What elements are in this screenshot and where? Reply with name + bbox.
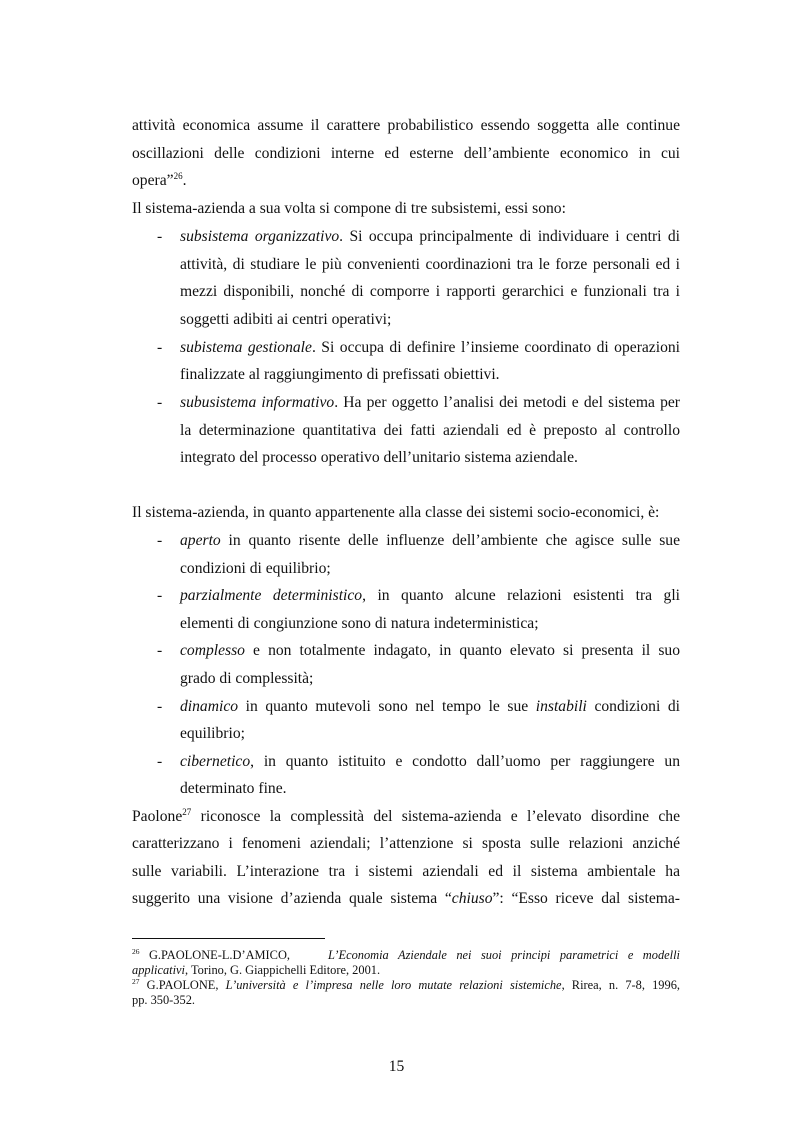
list-item: [180, 697, 680, 716]
list-text: , in quanto istituito e condotto dall’uomo per raggiungere un: [250, 753, 680, 770]
list-term: subusistema informativo: [180, 394, 335, 411]
list-term: parzialmente deterministico: [180, 587, 363, 604]
list-item-line: grado di complessità;: [180, 670, 314, 687]
list-text: . Si occupa di definire l’insieme coordinato di operazioni: [311, 339, 680, 356]
list-text: . Ha per oggetto l’analisi dei metodi e del sistema per: [334, 394, 680, 411]
body-line: [132, 889, 680, 908]
list-bullet: -: [157, 698, 163, 715]
list-item-line: equilibrio;: [180, 725, 245, 742]
list-item: [180, 393, 680, 412]
body-line: attività economica assume il carattere probabilistico essendo soggetta alle continue: [132, 117, 680, 134]
body-line: [132, 171, 186, 190]
list-item: [180, 752, 680, 771]
list-text: e non totalmente indagato, in quanto elevato si presenta il suo: [244, 642, 680, 659]
properties-intro: Il sistema-azienda, in quanto appartenente alla classe dei sistemi socio-economici, è:: [132, 504, 660, 521]
list-item-line: finalizzate al raggiungimento di prefissati obiettivi.: [180, 366, 500, 383]
list-term: aperto: [180, 532, 221, 549]
body-text: .: [182, 172, 187, 189]
list-term: instabili: [535, 698, 587, 715]
list-item: [180, 531, 680, 550]
list-term: complesso: [180, 642, 245, 659]
list-bullet: -: [157, 339, 163, 356]
footnote-27: [132, 978, 680, 993]
body-text: suggerito una visione d’azienda quale sistema “: [132, 890, 452, 907]
footnote-26-line2: [132, 963, 380, 978]
body-text: riconosce la complessità del sistema-azienda e l’elevato disordine che: [191, 808, 680, 825]
list-bullet: -: [157, 587, 163, 604]
footnote-title: L’università e l’impresa nelle loro mutate relazioni sistemiche: [225, 978, 562, 992]
list-item: [180, 641, 680, 660]
list-term: dinamico: [180, 698, 239, 715]
body-text: opera”: [132, 172, 174, 189]
footnote-text: , Torino, G. Giappichelli Editore, 2001.: [185, 963, 381, 977]
body-line: [132, 807, 680, 826]
footnote-27-line2: pp. 350-352.: [132, 993, 195, 1007]
footnote-divider: [132, 938, 325, 939]
list-item-line: integrato del processo operativo dell’unitario sistema aziendale.: [180, 449, 578, 466]
list-text: in quanto risente delle influenze dell’ambiente che agisce sulle sue: [220, 532, 680, 549]
list-item: [180, 338, 680, 357]
footnote-title: applicativi: [132, 963, 185, 977]
footnote-number: 27: [132, 977, 140, 986]
body-line: oscillazioni delle condizioni interne ed esterne dell’ambiente economico in cui: [132, 145, 680, 162]
list-item-line: mezzi disponibili, nonché di comporre i rapporti gerarchici e funzionali tra i: [180, 283, 680, 300]
list-item-line: determinato fine.: [180, 780, 287, 797]
list-bullet: -: [157, 394, 163, 411]
list-item: [180, 586, 680, 605]
list-term: cibernetico: [180, 753, 251, 770]
list-bullet: -: [157, 228, 163, 245]
list-bullet: -: [157, 642, 163, 659]
body-line: caratterizzano i fenomeni aziendali; l’attenzione si sposta sulle relazioni anziché: [132, 835, 680, 852]
list-item-line: attività, di studiare le più convenienti coordinazioni tra le forze personali ed i: [180, 256, 680, 273]
list-item-line: condizioni di equilibrio;: [180, 560, 331, 577]
list-item-line: soggetti adibiti ai centri operativi;: [180, 311, 392, 328]
body-text: Paolone: [132, 808, 183, 825]
list-text: in quanto mutevoli sono nel tempo le sue: [238, 698, 536, 715]
footnote-author: G.PAOLONE,: [139, 978, 226, 992]
list-term: subsistema organizzativo: [180, 228, 340, 245]
body-text: ”: “Esso riceve dal sistema-: [492, 890, 680, 907]
subsystems-intro: Il sistema-azienda a sua volta si compone di tre subsistemi, essi sono:: [132, 200, 566, 217]
footnote-ref: 27: [182, 807, 192, 817]
footnote-text: , Rirea, n. 7-8, 1996,: [561, 978, 680, 992]
list-bullet: -: [157, 532, 163, 549]
footnote-ref: 26: [173, 171, 183, 181]
footnote-title: L’Economia Aziendale nei suoi principi parametrici e modelli: [327, 948, 680, 962]
footnote-author: G.PAOLONE-L.D’AMICO,: [139, 948, 290, 962]
list-item: [180, 227, 680, 246]
list-bullet: -: [157, 753, 163, 770]
emphasis: chiuso: [451, 890, 493, 907]
list-item-line: elementi di congiunzione sono di natura indeterministica;: [180, 615, 539, 632]
body-line: sulle variabili. L’interazione tra i sistemi aziendali ed il sistema ambientale ha: [132, 863, 680, 880]
footnote-number: 26: [132, 947, 140, 956]
footnote-26: [132, 948, 680, 963]
list-item-line: la determinazione quantitativa dei fatti aziendali ed è preposto al controllo: [180, 422, 680, 439]
list-text: . Si occupa principalmente di individuare i centri di: [339, 228, 681, 245]
list-text: , in quanto alcune relazioni esistenti tra gli: [362, 587, 680, 604]
list-text: condizioni di: [586, 698, 680, 715]
list-term: subistema gestionale: [180, 339, 312, 356]
page-number: 15: [388, 1058, 405, 1075]
